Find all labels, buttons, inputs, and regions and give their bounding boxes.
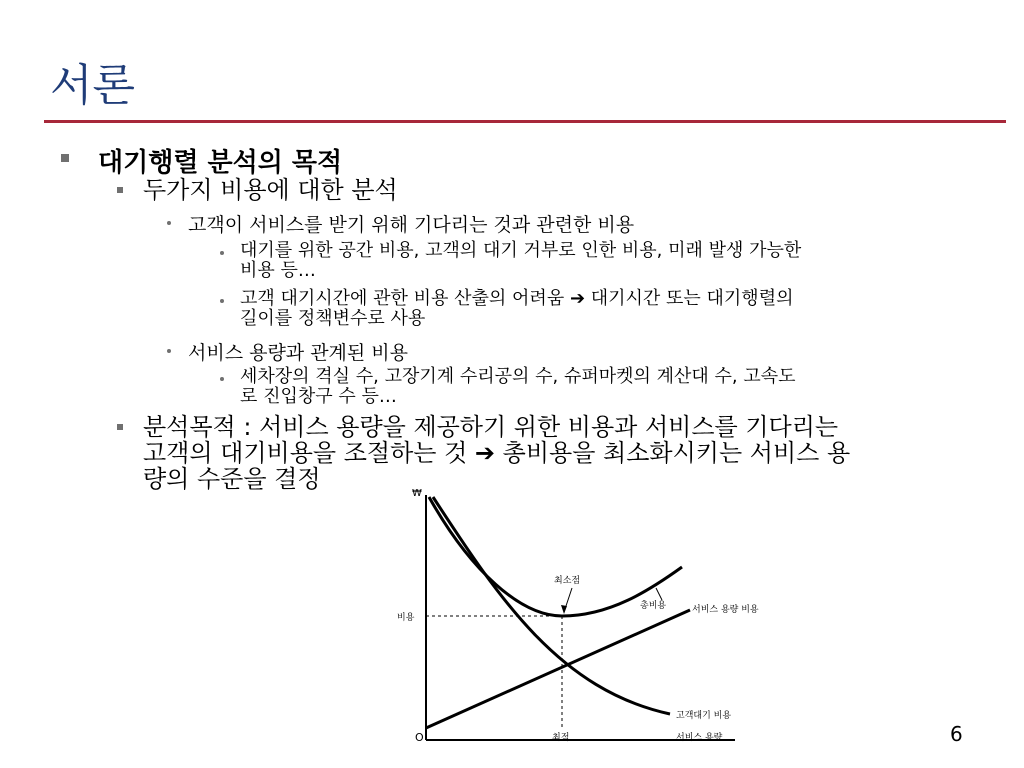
series-label-capacity-cost: 서비스 용량 비용 (692, 605, 759, 615)
analysis-purpose-line1: 분석목적 : 서비스 용량을 제공하기 위한 비용과 서비스를 기다리는 (143, 413, 839, 441)
x-tick-label-optimal: 최적 (552, 733, 570, 743)
series-line-total-cost (429, 497, 682, 616)
y-tick-label-cost: 비용 (397, 613, 415, 623)
origin-label: O (415, 731, 424, 744)
subitem-waiting-time-difficulty-text: 고객 대기시간에 관한 비용 산출의 어려움 (240, 288, 565, 309)
y-axis-label: ₩ (412, 488, 422, 499)
subitem-waiting-time-difficulty-result: 대기시간 또는 대기행렬의 (590, 288, 794, 309)
total-cost-pointer (656, 588, 662, 600)
item-waiting-cost: 고객이 서비스를 받기 위해 기다리는 것과 관련한 비용 (188, 214, 635, 236)
series-label-total-cost: 총비용 (640, 601, 667, 611)
subitem-waiting-cost-examples-line1: 대기를 위한 공간 비용, 고객의 대기 거부로 인한 비용, 미래 발생 가능한 (240, 240, 802, 261)
subitem-waiting-cost-examples-line2: 비용 등… (240, 260, 316, 281)
heading-queue-analysis-purpose: 대기행렬 분석의 목적 (98, 148, 343, 178)
subitem-capacity-examples-line1: 세차장의 격실 수, 고장기계 수리공의 수, 슈퍼마켓의 계산대 수, 고속도 (240, 366, 796, 387)
series-line-waiting-cost (433, 497, 670, 714)
analysis-purpose-line2-text: 고객의 대기비용을 조절하는 것 (143, 439, 468, 467)
subitem-capacity-examples-line2: 로 진입창구 수 등… (240, 386, 397, 407)
analysis-purpose-line2-result: 총비용을 최소화시키는 서비스 용 (502, 439, 851, 467)
minimum-point-arrowhead (561, 605, 567, 614)
analysis-purpose-line3: 량의 수준을 결정 (143, 465, 321, 493)
right-arrow-icon: ➔ (569, 288, 586, 309)
subheading-two-costs: 두가지 비용에 대한 분석 (143, 176, 398, 204)
annotation-minimum-point: 최소점 (554, 576, 581, 586)
subitem-waiting-time-difficulty-line2: 길이를 정책변수로 사용 (240, 308, 426, 329)
page-number: 6 (950, 722, 963, 746)
right-arrow-icon: ➔ (474, 439, 496, 467)
x-axis-label: 서비스 용량 (676, 733, 723, 743)
slide-title: 서론 (50, 60, 136, 111)
item-capacity-cost: 서비스 용량과 관계된 비용 (188, 342, 409, 364)
series-label-waiting-cost: 고객대기 비용 (676, 711, 732, 721)
